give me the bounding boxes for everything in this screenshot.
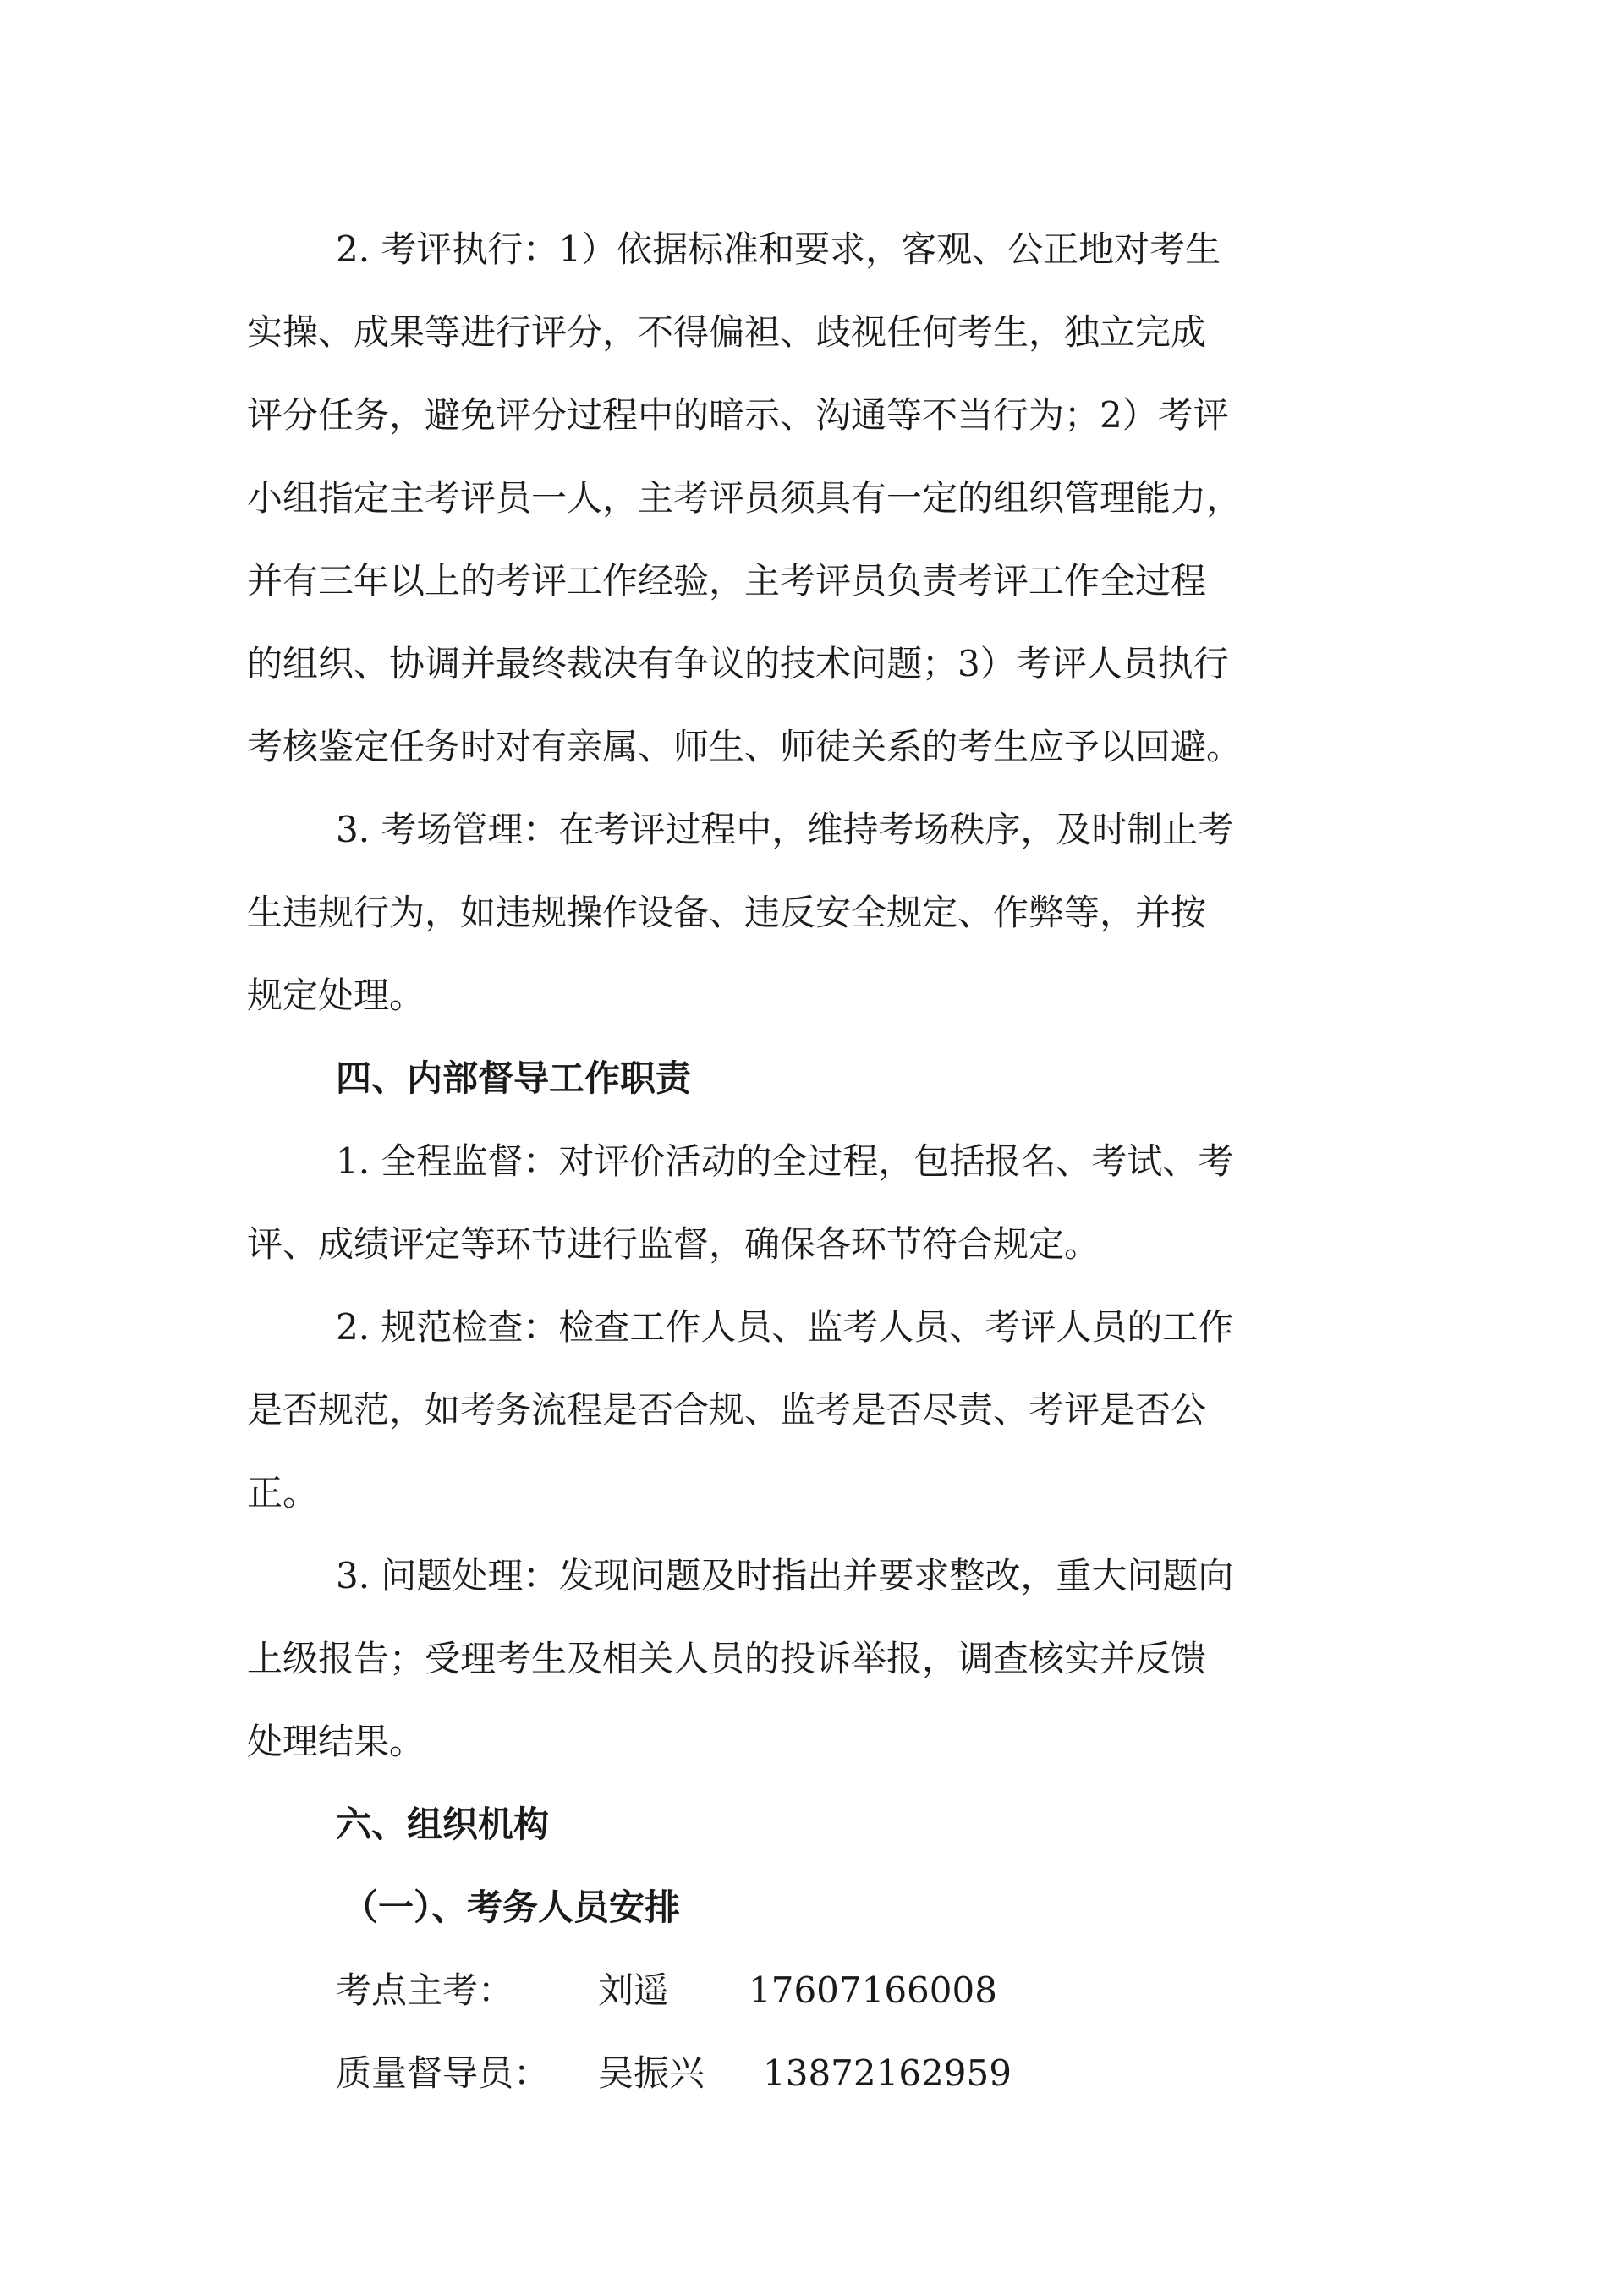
contact-name: 刘遥: [598, 1969, 670, 2011]
paragraph-line: 2. 考评执行：1）依据标准和要求，客观、公正地对考生: [336, 228, 1221, 270]
contact-role: 质量督导员：: [336, 2052, 550, 2094]
contact-role: 考点主考：: [336, 1969, 514, 2011]
paragraph-line: 2. 规范检查：检查工作人员、监考人员、考评人员的工作: [336, 1306, 1234, 1348]
paragraph-line: 1. 全程监督：对评价活动的全过程，包括报名、考试、考: [336, 1140, 1234, 1182]
paragraph-line: 并有三年以上的考评工作经验，主考评员负责考评工作全过程: [247, 560, 1207, 601]
paragraph-line: 实操、成果等进行评分，不得偏袒、歧视任何考生，独立完成: [247, 311, 1207, 353]
contact-phone: 17607166008: [749, 1969, 997, 2011]
contact-phone: 13872162959: [763, 2052, 1012, 2094]
paragraph-line: 上级报告；受理考生及相关人员的投诉举报，调查核实并反馈: [247, 1638, 1207, 1679]
paragraph-line: 是否规范，如考务流程是否合规、监考是否尽责、考评是否公: [247, 1389, 1207, 1431]
paragraph-line: 评分任务，避免评分过程中的暗示、沟通等不当行为；2）考评: [247, 394, 1229, 436]
paragraph-line: 的组织、协调并最终裁决有争议的技术问题；3）考评人员执行: [247, 643, 1229, 684]
subsection-heading: （一）、考务人员安排: [343, 1887, 681, 1928]
paragraph-line: 处理结果。: [247, 1721, 425, 1762]
contact-name: 吴振兴: [598, 2052, 705, 2094]
paragraph-line: 考核鉴定任务时对有亲属、师生、师徒关系的考生应予以回避。: [247, 726, 1243, 767]
paragraph-line: 3. 问题处理：发现问题及时指出并要求整改，重大问题向: [336, 1555, 1234, 1596]
paragraph-line: 规定处理。: [247, 975, 425, 1016]
paragraph-line: 正。: [247, 1472, 319, 1513]
paragraph-line: 评、成绩评定等环节进行监督，确保各环节符合规定。: [247, 1223, 1100, 1265]
section-heading: 四、内部督导工作职责: [336, 1057, 692, 1099]
section-heading: 六、组织机构: [336, 1804, 550, 1845]
paragraph-line: 小组指定主考评员一人，主考评员须具有一定的组织管理能力，: [247, 477, 1243, 519]
paragraph-line: 生违规行为，如违规操作设备、违反安全规定、作弊等，并按: [247, 892, 1207, 933]
paragraph-line: 3. 考场管理：在考评过程中，维持考场秩序，及时制止考: [336, 809, 1234, 850]
